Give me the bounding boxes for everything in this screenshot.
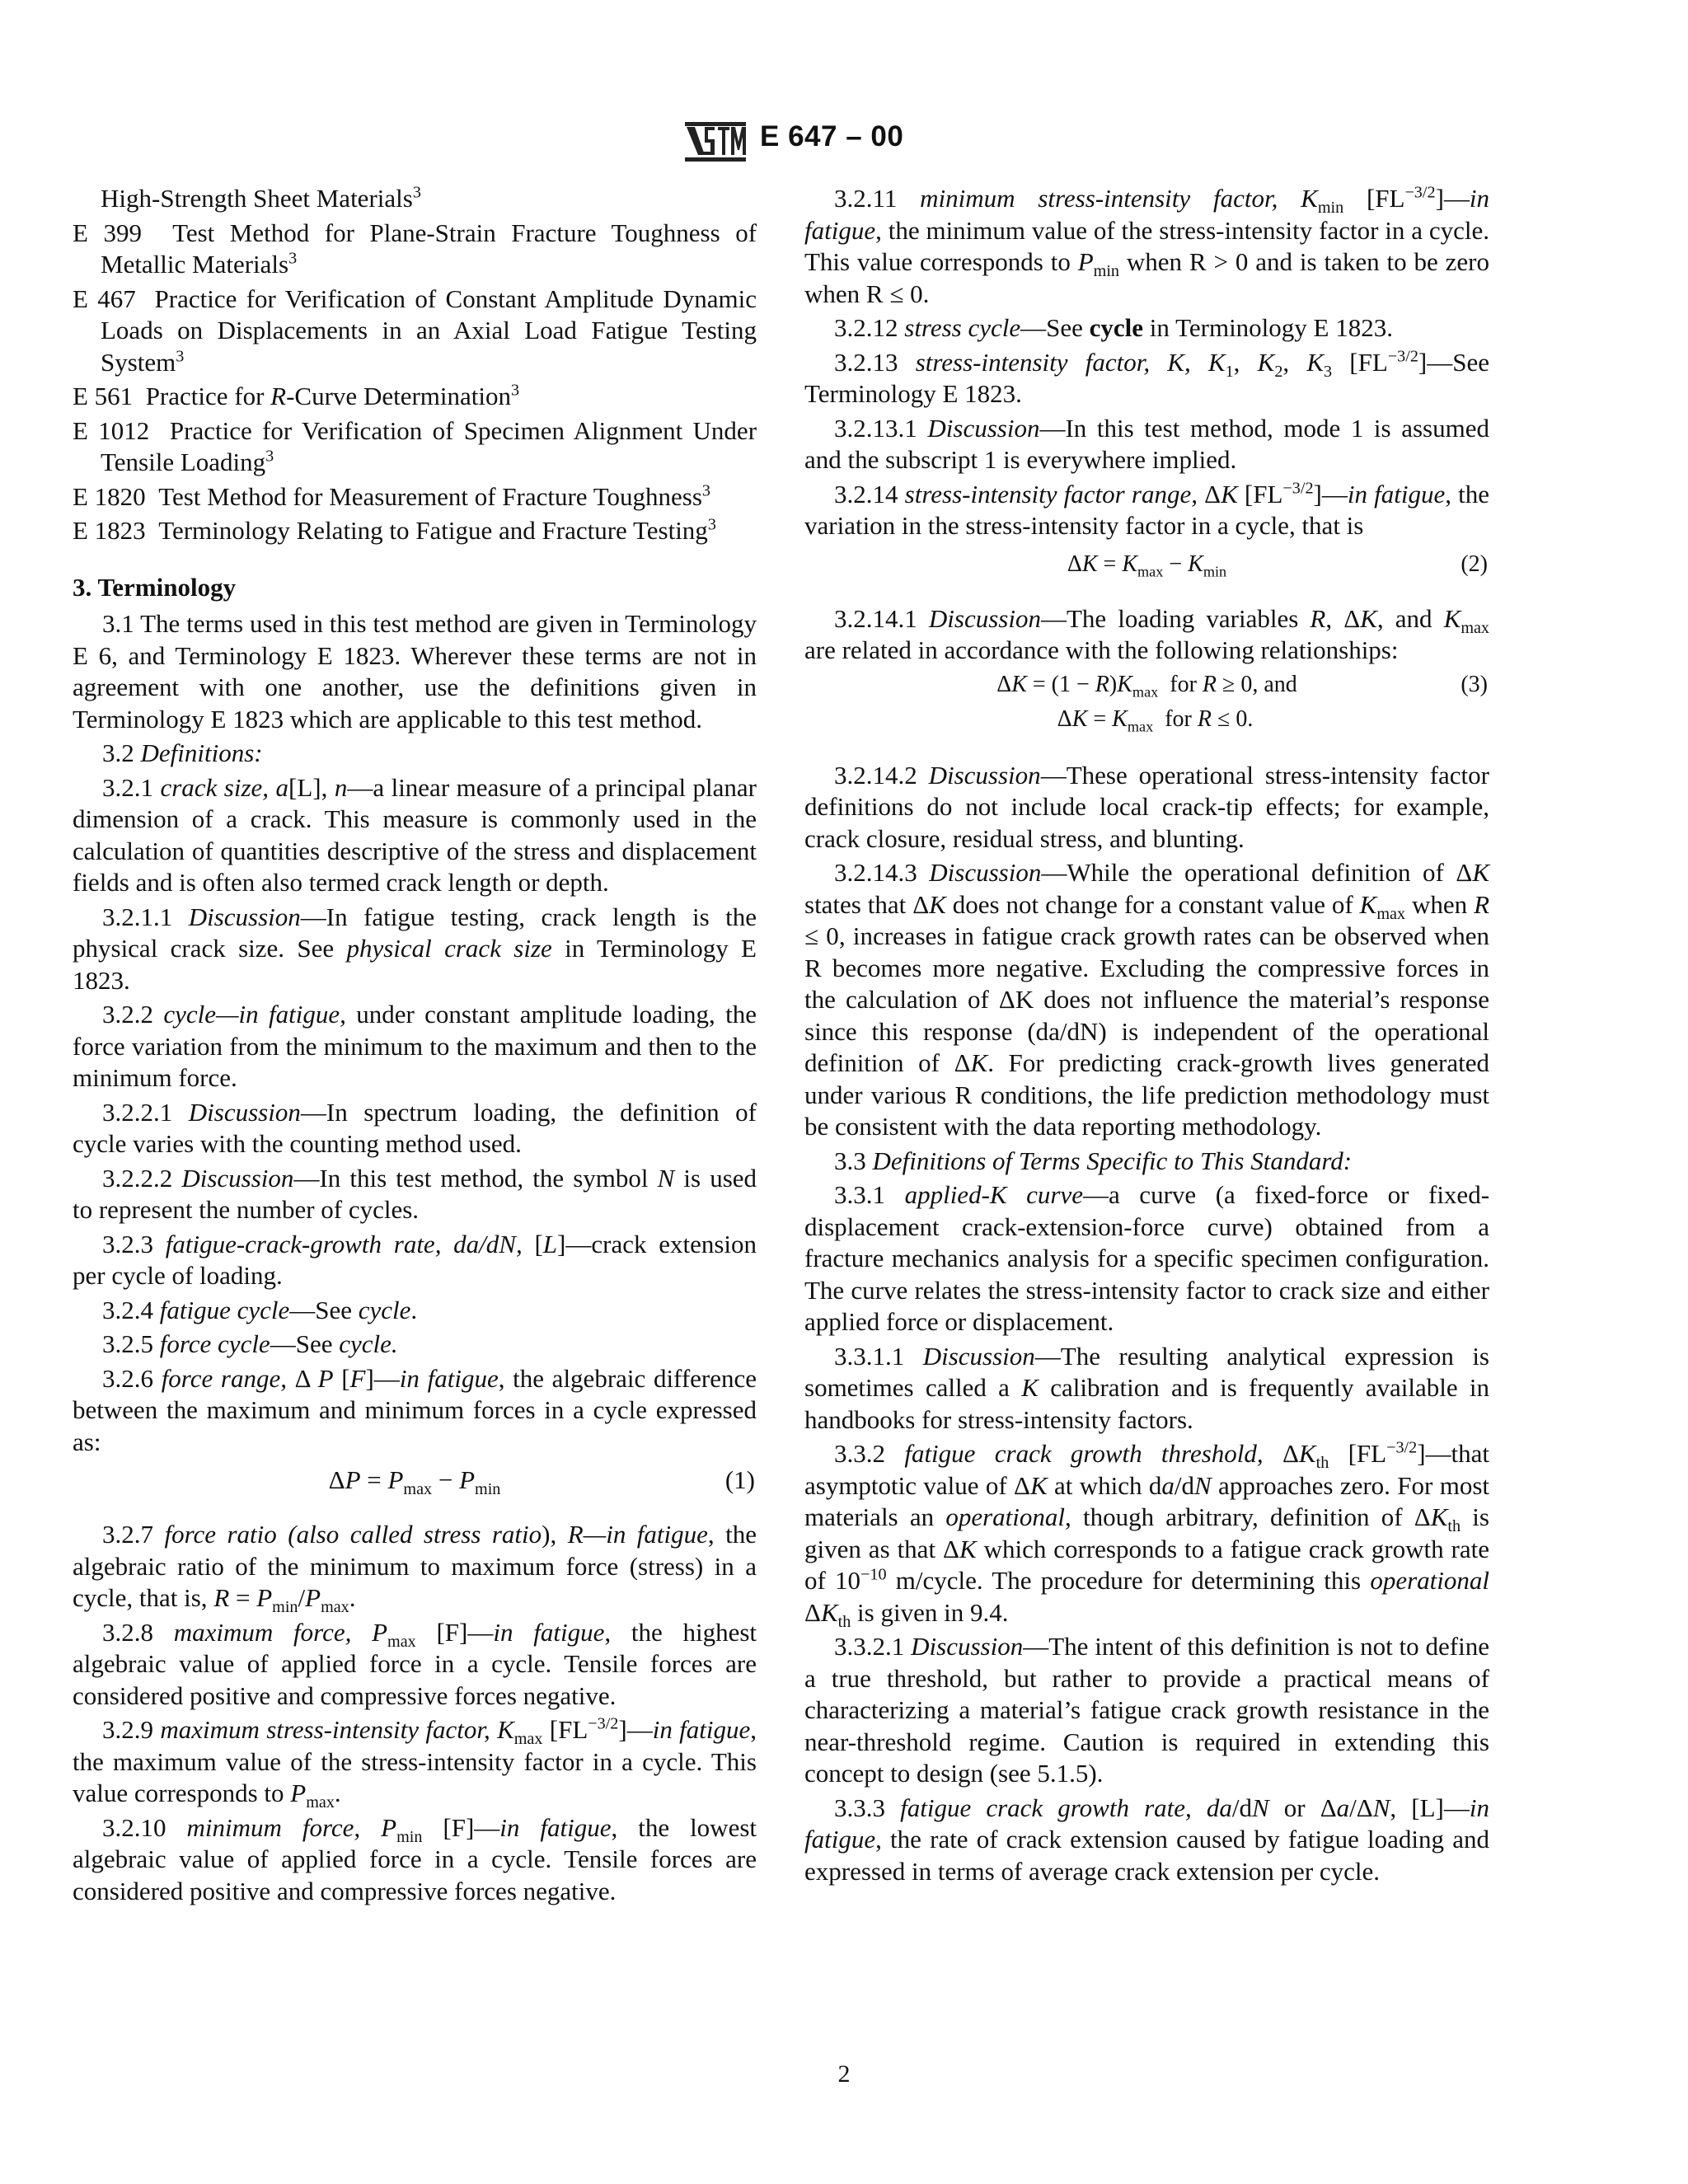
section-heading: 3. Terminology xyxy=(73,572,237,602)
reference-item: E 1012 Practice for Verification of Specimen Alignment Under Tensile Loading$^3$ xyxy=(73,415,757,476)
paragraph-3-2-11: 3.2.11 minimum stress-intensity factor, $K_{min}$ $[FL^{-3/2}]—in$ fatigue, the minimum value of the stress-intensity factor in a cycle. This value corresponds to $P_{min}$ when R > 0 and is taken to be zero when R ≤ 0. xyxy=(804,183,1490,308)
equation-3: $\Delta K = (1 - R)K_{max}$ for R ≥ 0, and $\Delta K = K_{max}$ for R ≤ 0. (3) xyxy=(996,671,1488,735)
paragraph-3-2-4: 3.2.4 fatigue cycle—See cycle. xyxy=(102,1295,418,1324)
paragraph-3-2-3: 3.2.3 fatigue-crack-growth rate, da/dN, [L]—crack extension per cycle of loading. xyxy=(73,1229,757,1290)
paragraph-3-3-2: 3.3.2 fatigue crack growth threshold, $\Delta K_{th}$ $[FL^{-3/2}]—that$ asymptotic value of ΔK at which da/dN approaches zero. For most materials an operational, though arbitrary, definition of $\Delta K_{th}$ is given as that ΔK which corresponds to a fatigue crack growth rate of $10^{-10}$ m/cycle. The procedure for determining this operational $\Delta K_{th}$ is given in 9.4. xyxy=(804,1438,1490,1631)
paragraph-3-2-6: 3.2.6 force range, Δ P [F]—in fatigue, the algebraic difference between the maximum and minimum forces in a cycle expressed as: xyxy=(73,1363,757,1456)
paragraph-3-3-3: 3.3.3 fatigue crack growth rate, da/dN or Δa/ΔN, [L]—in fatigue, the rate of crack extension caused by fatigue loading and expressed in terms of average crack extension per cycle. xyxy=(804,1793,1489,1886)
paragraph-3-2-7: 3.2.7 force ratio (also called stress ratio), R—in fatigue, the algebraic ratio of the minimum to maximum force (stress) in a cycle, that is, $R = P_{min}/P_{max}$. xyxy=(73,1520,757,1617)
paragraph-3-2-8: 3.2.8 maximum force, $P_{max}$ [F]—in fatigue, the highest algebraic value of applied force in a cycle. Tensile forces are considered positive and compressive forces negative. xyxy=(73,1617,757,1710)
paragraph-3-2-12: 3.2.12 stress cycle—See cycle in Terminology E 1823. xyxy=(834,313,1393,342)
reference-item: High-Strength Sheet Materials$^3$ xyxy=(101,183,421,213)
paragraph-3-2-14-3: 3.2.14.3 Discussion—While the operational definition of ΔK states that ΔK does not change for a constant value of $K_{max}$ when R ≤ 0, increases in fatigue crack growth rates can be observed when R becomes more negative. Excluding the compressive forces in the calculation of ΔK does not influence the material’s response since this response (da/dN) is independent of the operational definition of ΔK. For predicting crack-growth lives generated under various R conditions, the life prediction methodology must be consistent with the data reporting methodology. xyxy=(804,858,1490,1141)
paragraph-3-2-13-1: 3.2.13.1 Discussion—In this test method, mode 1 is assumed and the subscript 1 is everywhere implied. xyxy=(804,413,1489,474)
reference-item: E 1820 Test Method for Measurement of Fracture Toughness$^3$ xyxy=(73,481,710,511)
paragraph-3-2-13: 3.2.13 stress-intensity factor, K, $K_1$, $K_2$, $K_3$ $[FL^{-3/2}]—See$ Terminology E 1823. xyxy=(804,347,1490,408)
paragraph-3-2-10: 3.2.10 minimum force, $P_{min}$ [F]—in fatigue, the lowest algebraic value of applied force in a cycle. Tensile forces are considered positive and compressive forces negative. xyxy=(73,1812,757,1905)
paragraph-3-1: 3.1 The terms used in this test method are given in Terminology E 6, and Terminology E 1823. Wherever these terms are not in agreement with one another, use the definitions given in Terminology E 1823 which are applicable to this test method. xyxy=(73,609,757,733)
paragraph-3-2-14-1: 3.2.14.1 Discussion—The loading variables R, ΔK, and $K_{max}$ are related in accordance with the following relationships: xyxy=(804,603,1489,664)
equation-2: $\Delta K = K_{max} - K_{min}$ (2) xyxy=(1067,551,1488,580)
paragraph-3-2-1: 3.2.1 crack size, a[L], n—a linear measure of a principal planar dimension of a crack. This measure is commonly used in the calculation of quantities descriptive of the stress and displacement fields and is often also termed crack length or depth. xyxy=(73,772,757,897)
page-number: 2 xyxy=(837,2060,851,2088)
paragraph-3-2-2: 3.2.2 cycle—in fatigue, under constant amplitude loading, the force variation from the minimum to the maximum and then to the minimum force. xyxy=(73,1000,757,1092)
equation-1: $\Delta P = P_{max} - P_{min}$ (1) xyxy=(328,1465,755,1499)
reference-item: E 467 Practice for Verification of Constant Amplitude Dynamic Loads on Displacements in an Axial Load Fatigue Testing System$^3$ xyxy=(73,284,757,377)
paragraph-3-2-5: 3.2.5 force cycle—See cycle. xyxy=(102,1329,398,1358)
document-number: E 647 – 00 xyxy=(760,120,904,152)
right-column xyxy=(804,183,1489,1890)
paragraph-3-3: 3.3 Definitions of Terms Specific to This Standard: xyxy=(834,1146,1353,1175)
paragraph-3-2-9: 3.2.9 maximum stress-intensity factor, $K_{max}$ $[FL^{-3/2}]—in$ fatigue, the maximum value of the stress-intensity factor in a cycle. This value corresponds to $P_{max}$. xyxy=(73,1714,757,1812)
paragraph-3-3-1-1: 3.3.1.1 Discussion—The resulting analytical expression is sometimes called a K calibration and is frequently available in handbooks for stress-intensity factors. xyxy=(804,1341,1490,1434)
reference-item: E 1823 Terminology Relating to Fatigue and Fracture Testing$^3$ xyxy=(73,515,716,545)
astm-logo xyxy=(680,117,751,166)
left-column xyxy=(73,183,757,1910)
reference-item: E 399 Test Method for Plane-Strain Fracture Toughness of Metallic Materials$^3$ xyxy=(73,218,757,279)
reference-item: E 561 Practice for R-Curve Determination$^3$ xyxy=(73,381,520,410)
paragraph-3-2-1-1: 3.2.1.1 Discussion—In fatigue testing, crack length is the physical crack size. See physical crack size in Terminology E 1823. xyxy=(73,902,757,995)
page-header xyxy=(0,117,1688,166)
paragraph-3-2-2-2: 3.2.2.2 Discussion—In this test method, the symbol N is used to represent the number of cycles. xyxy=(73,1163,757,1224)
paragraph-3-2-14: 3.2.14 stress-intensity factor range, ΔK $[FL^{-3/2}]—in$ fatigue, the variation in the stress-intensity factor in a cycle, that is xyxy=(804,479,1490,540)
paragraph-3-2: 3.2 Definitions: xyxy=(102,738,263,767)
paragraph-3-3-1: 3.3.1 applied-K curve—a curve (a fixed-force or fixed-displacement crack-extension-force curve) obtained from a fracture mechanics analysis for a specific specimen configuration. The curve relates the stress-intensity factor to crack size and either applied force or displacement. xyxy=(804,1180,1490,1336)
paragraph-3-2-2-1: 3.2.2.1 Discussion—In spectrum loading, the definition of cycle varies with the counting method used. xyxy=(73,1097,757,1158)
paragraph-3-2-14-2: 3.2.14.2 Discussion—These operational stress-intensity factor definitions do not include local crack-tip effects; for example, crack closure, residual stress, and blunting. xyxy=(804,760,1489,853)
paragraph-3-3-2-1: 3.3.2.1 Discussion—The intent of this definition is not to define a true threshold, but rather to provide a practical means of characterizing a material’s fatigue crack growth resistance in the near-threshold regime. Caution is required in extending this concept to design (see 5.1.5). xyxy=(804,1632,1489,1788)
